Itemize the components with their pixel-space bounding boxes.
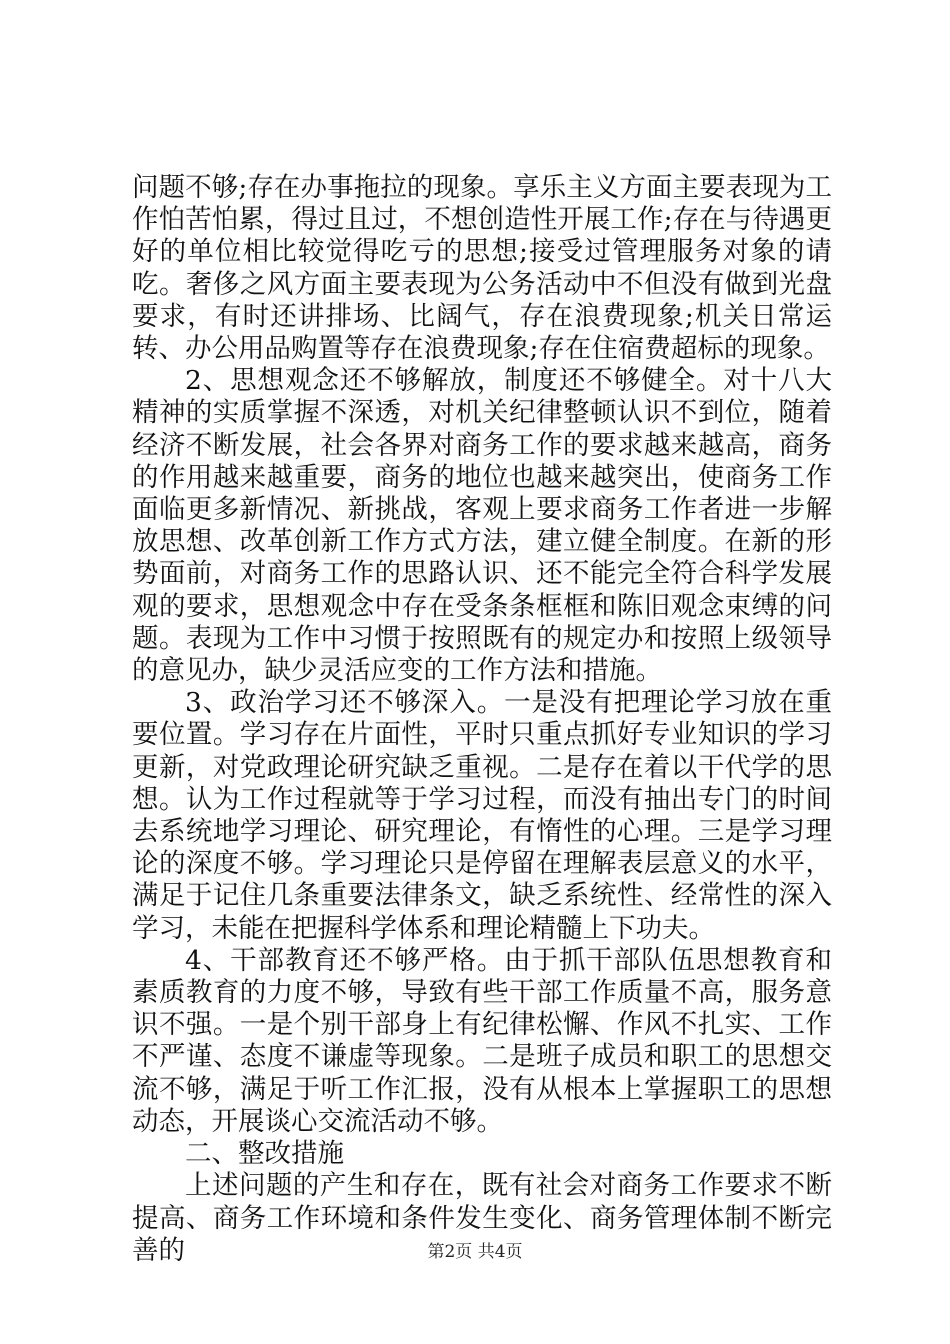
paragraph-continuation: 问题不够;存在办事拖拉的现象。享乐主义方面主要表现为工作怕苦怕累，得过且过，不想创造性开展工作;存在与待遇更好的单位相比较觉得吃亏的思想;接受过管理服务对象的请吃。奢侈之风方面主要表现为公务活动中不但没有做到光盘要求，有时还讲排场、比阔气，存在浪费现象;机关日常运转、办公用品购置等存在浪费现象;存在住宿费超标的现象。 xyxy=(132,172,832,365)
paragraph-item-4: 4、干部教育还不够严格。由于抓干部队伍思想教育和素质教育的力度不够，导致有些干部工作质量不高，服务意识不强。一是个别干部身上有纪律松懈、作风不扎实、工作不严谨、态度不谦虚等现象。二是班子成员和职工的思想交流不够，满足于听工作汇报，没有从根本上掌握职工的思想动态，开展谈心交流活动不够。 xyxy=(132,944,832,1137)
paragraph-item-2: 2、思想观念还不够解放，制度还不够健全。对十八大精神的实质掌握不深透，对机关纪律整顿认识不到位，随着经济不断发展，社会各界对商务工作的要求越来越高，商务的作用越来越重要，商务的地位也越来越突出，使商务工作面临更多新情况、新挑战，客观上要求商务工作者进一步解放思想、改革创新工作方式方法，建立健全制度。在新的形势面前，对商务工作的思路认识、还不能完全符合科学发展观的要求，思想观念中存在受条条框框和陈旧观念束缚的问题。表现为工作中习惯于按照既有的规定办和按照上级领导的意见办，缺少灵活应变的工作方法和措施。 xyxy=(132,365,832,687)
paragraph-closing: 上述问题的产生和存在，既有社会对商务工作要求不断提高、商务工作环境和条件发生变化、商务管理体制不断完善的 xyxy=(132,1170,832,1266)
document-body xyxy=(132,172,832,1267)
page-footer: 第2页 共4页 xyxy=(427,1242,523,1262)
paragraph-item-3: 3、政治学习还不够深入。一是没有把理论学习放在重要位置。学习存在片面性，平时只重点抓好专业知识的学习更新，对党政理论研究缺乏重视。二是存在着以干代学的思想。认为工作过程就等于学习过程，而没有抽出专门的时间去系统地学习理论、研究理论，有惰性的心理。三是学习理论的深度不够。学习理论只是停留在理解表层意义的水平，满足于记住几条重要法律条文，缺乏系统性、经常性的深入学习，未能在把握科学体系和理论精髓上下功夫。 xyxy=(132,687,832,944)
section-heading: 二、整改措施 xyxy=(185,1138,344,1170)
